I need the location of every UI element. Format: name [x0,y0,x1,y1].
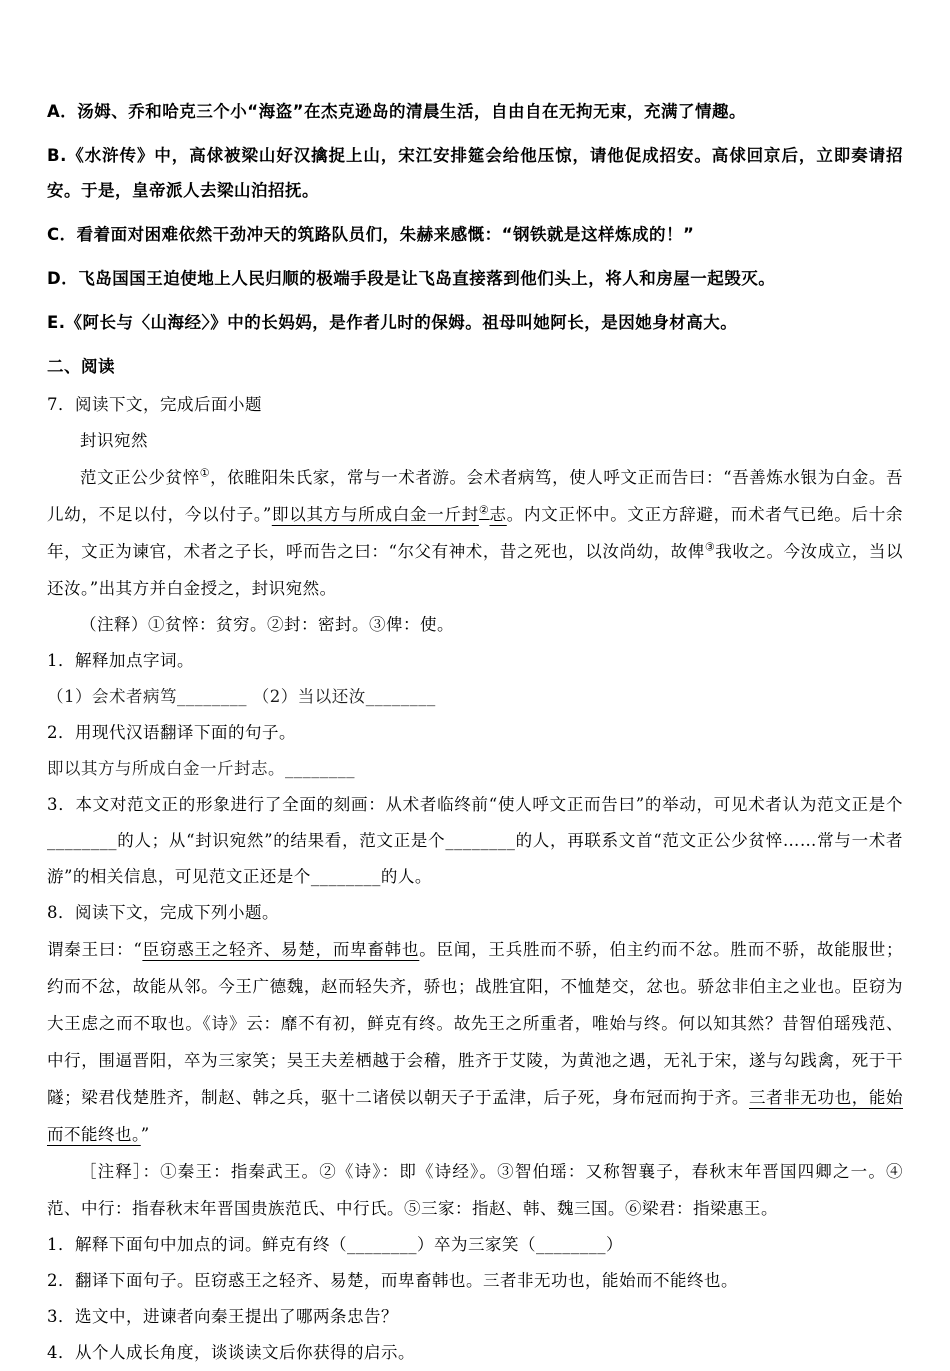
q7-intro: 7．阅读下文，完成后面小题 [47,395,262,414]
q7-sub2: 2．用现代汉语翻译下面的句子。 [47,723,296,742]
q7-sub2-sentence: 即以其方与所成白金一斤封志。________ [47,759,355,778]
option-e-label: E. [47,313,66,332]
q7-sub1: 1．解释加点字词。 [47,651,194,670]
q7-passage-text: 范文正公少贫悴①，依睢阳朱氏家，常与一术者游。会术者病笃，使人呼文正而告曰：“吾善炼水银为白金。吾儿幼，不足以付，今以付子。”即以其方与所成白金一斤封②志。内文正怀中。文正方辞避，而术者气已绝。后十余年，文正为谏官，术者之子长，呼而告之曰：“尔父有神术，昔之死也，以汝尚幼，故俾③我收之。今汝成立，当以还汝。”出其方并白金授之，封识宛然。 [47,466,904,598]
q8-sub2: 2．翻译下面句子。臣窃惑王之轻齐、易楚，而卑畜韩也。三者非无功也，能始而不能终也。 [47,1271,738,1290]
option-c [47,217,903,252]
q7-sub3: 3．本文对范文正的形象进行了全面的刻画：从术者临终前“使人呼文正而告曰”的举动，可见术者认为范文正是个________的人；从“封识宛然”的结果看，范文正是个________的人，再联系文首“范文正公少贫悴……常与一术者游”的相关信息，可见范文正还是个________的人。 [47,795,903,886]
q7-notes: （注释）①贫悴：贫穷。②封：密封。③俾：使。 [80,615,454,634]
option-c-label: C． [47,225,77,244]
option-a-text: 汤姆、乔和哈克三个小“海盗”在杰克逊岛的清晨生活，自由自在无拘无束，充满了情趣。 [77,102,746,121]
q8-notes: ［注释］：①秦王：指秦武王。②《诗》：即《诗经》。③智伯瑶：又称智襄子，春秋末年晋国四卿之一。④范、中行：指春秋末年晋国贵族范氏、中行氏。⑤三家：指赵、韩、魏三国。⑥梁君：指梁惠王。 [47,1162,903,1218]
option-b-text: 《水浒传》中，高俅被梁山好汉擒捉上山，宋江安排筵会给他压惊，请他促成招安。高俅回京后，立即奏请招安。于是，皇帝派人去梁山泊招抚。 [47,146,903,200]
q7-sub1-blanks: （1）会术者病笃________ （2）当以还汝________ [47,687,436,706]
q8-passage-text: 谓秦王曰：“臣窃惑王之轻齐、易楚，而卑畜韩也。臣闻，王兵胜而不骄，伯主约而不忿。胜而不骄，故能服世；约而不忿，故能从邻。今王广德魏，赵而轻失齐，骄也；战胜宜阳，不恤楚交，忿也。骄忿非伯主之业也。臣窃为大王虑之而不取也。《诗》云：靡不有初，鲜克有终。故先王之所重者，唯始与终。何以知其然？昔智伯瑶残范、中行，围逼晋阳，卒为三家笑；吴王夫差栖越于会稽，胜齐于艾陵，为黄池之遇，无礼于宋，遂与勾践禽，死于干隧；梁君伐楚胜齐，制赵、韩之兵，驱十二诸侯以朝天子于孟津，后子死，身布冠而拘于齐。三者非无功也，能始而不能终也。” [47,940,904,1144]
option-a [47,94,903,129]
option-e-text: 《阿长与〈山海经〉》中的长妈妈，是作者儿时的保姆。祖母叫她阿长，是因她身材高大。 [65,313,738,332]
q7-passage-title: 封识宛然 [80,431,148,450]
option-d [47,261,903,296]
q8-intro: 8．阅读下文，完成下列小题。 [47,903,279,922]
option-d-label: D． [47,269,79,288]
option-e [47,305,903,340]
option-d-text: 飞岛国国王迫使地上人民归顺的极端手段是让飞岛直接落到他们头上，将人和房屋一起毁灭。 [78,269,776,288]
option-c-text: 看着面对困难依然干劲冲天的筑路队员们，朱赫来感慨：“钢铁就是这样炼成的！” [76,225,695,244]
q8-sub1: 1．解释下面句中加点的词。鲜克有终（________）卒为三家笑（________） [47,1235,623,1254]
option-b-label: B. [47,146,67,165]
option-a-label: A． [47,102,78,121]
q8-sub4: 4．从个人成长角度，谈谈读文后你获得的启示。 [47,1343,415,1362]
section-title-reading: 二、阅读 [47,357,115,376]
q8-sub3: 3．选文中，进谏者向秦王提出了哪两条忠告？ [47,1307,398,1326]
option-b [47,138,903,208]
